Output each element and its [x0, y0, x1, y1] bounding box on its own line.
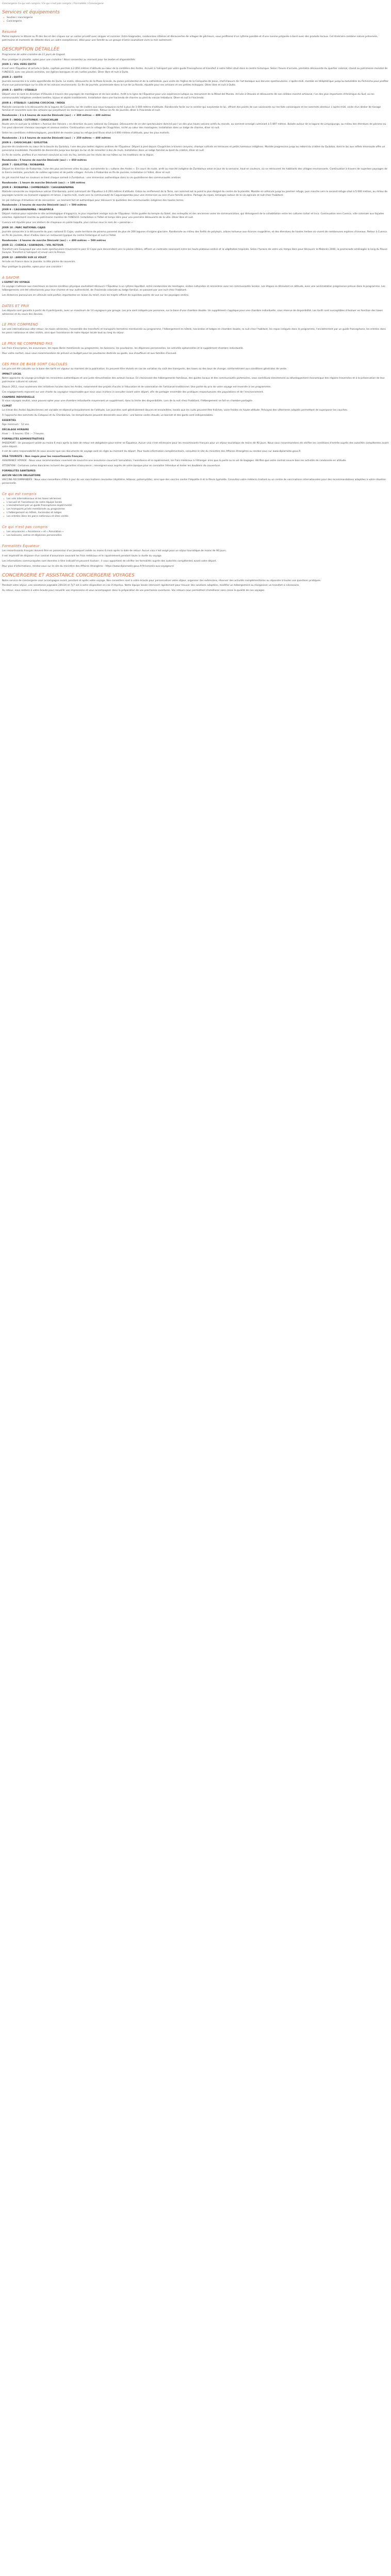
- bullet-list: [2, 16, 389, 24]
- subsection-heading: À SAVOIR: [2, 276, 20, 280]
- bold-label: JOUR 2 : QUITO: [2, 76, 23, 79]
- paragraph: ATTENTION : Certaines cartes bancaires incluent des garanties d'assurance ; renseignez-vous auprès de votre banque pour en connaître l'étendue et éviter les doublons de couverture.: [2, 465, 221, 468]
- subsection-heading: CES PRIX DE BASE SONT CALCULÉS: [2, 362, 68, 367]
- paragraph: Il est impératif de disposer d'un contrat d'assurance couvrant les frais médicaux et le rapatriement pendant toute la durée du voyage.: [2, 554, 162, 557]
- paragraph: Pour plus d'informations, rendez-vous sur le site du ministère des Affaires étrangères : https://www.diplomatie.gouv.fr/fr/conseils-aux-voyageurs/: [2, 565, 174, 568]
- paragraph: Les frais d'inscription, les assurances, les repas libres mentionnés au programme, les boissons, les pourboires, les dépenses personnelles, les activités optionnelles et le supplément chambre individuelle.: [2, 347, 244, 350]
- italic-paragraph: Programme de votre croisière de 11 jours de Gageat: [2, 53, 65, 56]
- bold-label: L'ESPRIT DU VOYAGE: [2, 281, 30, 284]
- paragraph: Depuis 2012, nous soutenons des initiatives locales dans les Andes, notamment des projets d'accès à l'éducation et de valorisation de l'artisanat traditionnel. Une partie du prix de votre voyage est reversée à ces programmes.: [2, 385, 271, 388]
- subsection-heading: Résumé: [2, 29, 17, 34]
- italic-paragraph: Pour protéger la planète, optez pour une croisière ! Nous consentez au moment pour les textes et disponibilités: [2, 58, 135, 61]
- list-item: • Soutien / conciergerie: [2, 16, 389, 20]
- bold-label: CLIMAT: [2, 405, 12, 408]
- bold-label: Randonnée : 3 à 4 heures de marche Dénivelé (asc) : + 300 mètres — 400 mètres: [2, 114, 111, 117]
- paragraph: PASSEPORT : Un passeport valide au moins 6 mois après la date de retour est obligatoire pour entrer en Équateur. Aucun visa n'est nécessaire pour les ressortissants français pour un séjour touristique de moins de 90 jours. Nous vous recommandons de vérifier les conditions d'entrée auprès des autorités compétentes avant votre départ.: [2, 442, 389, 448]
- paragraph: Pour protéger la planète, optez pour une croisière !: [2, 266, 63, 269]
- subsection-heading: LE PRIX COMPREND: [2, 323, 39, 327]
- list-item: • Conciergerie: [2, 20, 389, 24]
- list-item: • L'encadrement par un guide francophone expérimenté: [2, 504, 389, 508]
- bold-label: JOUR 5 : INDEA / COTOPAXI / CHUGCHILAN: [2, 119, 58, 122]
- section-heading: CONCIERGERIE ET ASSISTANCE CONCIERGERIE VOYAGES: [2, 572, 135, 578]
- paragraph: Journée de randonnée au cœur de la boucle du Quilotoa, l'une des plus belles régions andines de l'Équateur. Départ à pied depuis Chugchilan à travers canyons, champs cultivés en terrasses et petits hameaux indigènes. Montée progressive jusqu'au rebord du cratère du Quilotoa, dont le lac aux reflets émeraude offre un panorama inoubliable. Possibilité de descendre jusqu'aux berges du lac et de remonter à dos de mule. Installation dans un lodge familial au bord du cratère, dîner et nuit.: [2, 145, 385, 152]
- paragraph: Les prix ont été calculés sur la base des tarifs en vigueur au moment de la publication. Ils peuvent être révisés en cas de variation du coût des transports, des taxes ou des taux de change, conformément aux conditions générales de vente.: [2, 368, 287, 371]
- paragraph: Il est de votre responsabilité de vous assurer que vos documents de voyage sont en règle au moment du départ. Pour toute information complémentaire, consultez le site du ministère des Affaires étrangères ou rendez-vous sur www.diplomatie.gouv.fr.: [2, 450, 301, 453]
- bold-label: DÉCALAGE HORAIRE: [2, 428, 29, 431]
- paragraph: ASSURANCE VOYAGE : Nous vous recommandons vivement de souscrire une assurance couvrant l'annulation, l'assistance et le rapatriement, les frais médicaux à l'étranger ainsi que la perte ou le vol de bagages. Vérifiez que votre contrat couvre bien les activités de randonnée en altitude.: [2, 460, 347, 463]
- list-item: • L'accueil et l'assistance de notre équipe locale: [2, 501, 389, 505]
- bold-label: CHAMBRE INDIVIDUELLE: [2, 396, 35, 399]
- bold-label: ESSENTIEL: [2, 419, 17, 422]
- paragraph: Transfert vers Guayaquil par une route spectaculaire traversant le parc El Cajas puis descendant vers la plaine côtière, offrant un contraste saisissant entre les hauts plateaux andins et la végétation tropicale. Selon l'horaire de votre vol, temps libre pour découvrir le Malecón 2000, la promenade aménagée le long du fleuve Guayas. Transfert à l'aéroport et envol vers la France.: [2, 248, 387, 255]
- paragraph: Route vers le sud par la célèbre « Avenue des Volcans » en direction du parc national du Cotopaxi. Découverte de ce site spectaculaire dominé par l'un des plus hauts volcans actifs du monde, au sommet enneigé culminant à 5 897 mètres. Balade autour de la lagune de Limpiopungo, au milieu des étendues de páramo où l'on peut observer chevaux sauvages et oiseaux andins. Continuation vers le village de Chugchilan, niché au cœur des montagnes. Installation dans un lodge de charme, dîner et nuit.: [2, 123, 386, 130]
- subsection-heading: Formalités Équateur: [2, 544, 40, 548]
- paragraph: Ce voyage s'adresse aux marcheurs en bonne condition physique souhaitant découvrir l'Équateur à un rythme équilibré, entre randonnées de montagne, visites culturelles et rencontres avec les communautés locales. Les étapes se déroulent en altitude, avec une acclimatation progressive prévue dans le programme. Les hébergements ont été sélectionnés pour leur charme et leur authenticité, de l'hacienda coloniale au lodge familial, en passant par une nuit chez l'habitant.: [2, 285, 385, 292]
- section-heading: Services et équipements: [2, 10, 60, 15]
- subsection-heading: DATES ET PRIX: [2, 303, 29, 308]
- paragraph: Journée consacrée à la visite approfondie de Quito. Le matin, découverte de la Plaza Grande, du palais présidentiel et de la cathédrale, puis visite de l'église de la Compañía de Jesús, chef-d'œuvre de l'art baroque aux dorures spectaculaires. L'après-midi, montée en téléphérique jusqu'au belvédère du Pichincha pour profiter d'une vue panoramique sur la ville et les volcans environnants. En fin de journée, promenade dans la rue de La Ronda, réputée pour ses artisans et ses petites échoppes. Dîner libre et nuit à Quito.: [2, 80, 389, 87]
- bold-label: JOUR 11 : CUENCA / GUAYAQUIL / VOL RETOUR: [2, 244, 63, 247]
- paragraph: Âge minimum : 12 ans.: [2, 423, 30, 426]
- list-item: • Les vols internationaux et les taxes aériennes: [2, 498, 389, 501]
- bold-label: JOUR 12 : ARRIVÉE SUR LE VOLET: [2, 257, 47, 260]
- list-item: • Les transports privés mentionnés au programme: [2, 508, 389, 512]
- bold-label: JOUR 8 : RIOBAMBA / CHIMBORAZO / CAGUANAPAMBA: [2, 186, 74, 189]
- paragraph: Un joli marché haut en couleurs se tient chaque samedi à Zumbahua : une immersion authentique dans la vie quotidienne des communautés andines.: [2, 177, 182, 179]
- paragraph: Départ en direction de Riobamba, l'une des plus anciennes villes du pays, surnommée la « sultane des Andes ». En cours de route, arrêt au marché indigène de Zumbahua selon le jour de la semaine, haut en couleurs, où se retrouvent les habitants des villages environnants. Continuation à travers de superbes paysages de la Sierra centrale, ponctués de vallées agricoles et de petits villages. Arrivée à Riobamba en fin de journée, installation à l'hôtel, dîner et nuit.: [2, 168, 387, 175]
- bold-label: JOUR 9 : CAGUANAPAMBA / INGAPIRCA: [2, 209, 54, 212]
- bold-label: Randonnée : 3 heures de marche Dénivelé (asc) : + 500 mètres: [2, 204, 87, 207]
- bold-label: JOUR 6 : CHUGCHILAN / QUILOTOA: [2, 141, 48, 144]
- paragraph: Notre approche du voyage privilégie les rencontres authentiques et une juste rémunération des acteurs locaux. En choisissant des hébergements familiaux, des guides locaux et des communautés partenaires, vous contribuez directement au développement économique des régions traversées et à la préservation de leur patrimoine culturel et naturel.: [2, 377, 385, 383]
- bold-label: JOUR 10 : PARC NATIONAL CAJAS: [2, 226, 46, 229]
- bold-label: JOUR 4 : OTAVALO / LAGUNA CUICOCHA / INDEA: [2, 101, 65, 105]
- paragraph: Ces engagements reposent sur une charte du voyageur responsable que nous vous invitons à consulter avant votre départ, afin de partager ensemble des pratiques respectueuses des populations et de l'environnement.: [2, 391, 264, 394]
- subsection-heading: Ce qui est compris: [2, 492, 37, 496]
- paragraph: En fin de soirée, profitez d'un moment convivial au coin du feu, bercés par les récits de nos hôtes sur les traditions de la région.: [2, 154, 154, 157]
- list-item: • Les boissons, extras et dépenses personnelles: [2, 534, 389, 538]
- paragraph: Pour votre confort, nous vous recommandons de prévoir un budget pour les pourboires destinés au guide, aux chauffeurs et aux familles d'accueil.: [2, 352, 177, 355]
- paragraph: Cuenca est réputée pour ses ateliers de chapeaux en paille toquilla, plus connus sous le nom de « panamas ».: [2, 222, 134, 225]
- paragraph: Départ vers le nord en direction d'Otavalo à travers des paysages de montagnes et de lacs andins. Arrêt à la ligne de l'Équateur pour une expérience ludique au monument de la Mitad del Mundo. Arrivée à Otavalo et découverte de son célèbre marché artisanal, l'un des plus importants d'Amérique du Sud, où les communautés indigènes vendent textiles, bijoux et objets traditionnels. Installation dans une hacienda de charme au pied du volcan Imbabura. Dîner et nuit à l'hacienda.: [2, 93, 374, 99]
- paragraph: Partez explorer le littoral au fil des îles et des criques sur un voilier privatif avec skipper et cuisinier. Entre baignades, randonnées côtières et découvertes de villages de pêcheurs, vous profiterez d'un rythme paisible et d'une cuisine préparée à bord avec des produits locaux. Cet itinéraire combine nature préservée, patrimoine et moments de détente dans un cadre exceptionnel, idéal pour une famille ou un groupe d'amis souhaitant vivre la mer autrement.: [2, 35, 378, 42]
- bold-label: FORMALITÉS ADMINISTRATIVES: [2, 437, 44, 440]
- paragraph: Journée consacrée à la découverte du parc national El Cajas, vaste territoire de páramo parsemé de plus de 200 lagunes d'origine glaciaire. Randonnée au milieu des forêts de polylepis, arbres tortueux aux écorces rougeâtres, et des étendues de hautes herbes où vivent de nombreuses espèces d'oiseaux. Retour à Cuenca en fin de journée, dîner d'adieu dans un restaurant typique du centre historique et nuit à l'hôtel.: [2, 230, 387, 237]
- paragraph: Hiver : – 6 heures / Été : – 7 heures.: [2, 432, 45, 435]
- paragraph: Les distances parcourues en véhicule sont parfois importantes en raison du relief, mais les trajets offrent de superbes points de vue sur les paysages andins.: [2, 294, 189, 297]
- bold-label: JOUR 7 : QUILOTOA / RIOBAMBA: [2, 164, 44, 167]
- list-item: • Les assurances « Assistance » et « Annulation »: [2, 531, 389, 534]
- bold-label: JOUR 3 : QUITO / OTAVALO: [2, 89, 37, 92]
- paragraph: À l'approche des sommets du Cotopaxi et du Chimborazo, les températures peuvent descendre sous zéro : une bonne veste chaude, un bonnet et des gants sont indispensables.: [2, 414, 214, 417]
- breadcrumb: Conciergerie Ce qui est compris / Ce qui n'est pas compris / Formalités / Conciergerie: [2, 3, 104, 5]
- paragraph: Les départs sont garantis à partir de 4 participants, avec un maximum de 14 voyageurs par groupe. Les prix sont indiqués par personne, sur la base d'une chambre double. Un supplément s'applique pour une chambre individuelle, sous réserve de disponibilité. Les tarifs sont susceptibles d'évoluer en fonction des taxes aériennes et du cours des devises.: [2, 309, 383, 316]
- paragraph: Les ressortissants français doivent être en possession d'un passeport valide au moins 6 mois après la date de retour. Aucun visa n'est exigé pour un séjour touristique de moins de 90 jours.: [2, 549, 226, 552]
- bold-label: JOUR 1 : VOL VERS QUITO: [2, 63, 37, 66]
- bullet-list: [2, 531, 389, 538]
- list-item: • L'hébergement en hôtels, haciendas et lodges: [2, 512, 389, 515]
- paragraph: Pendant votre séjour, une assistance joignable 24h/24 et 7j/7 est à votre disposition en cas d'imprévu. Notre équipe locale intervient rapidement pour trouver des solutions adaptées, modifier un hébergement ou réorganiser un transfert si nécessaire.: [2, 584, 300, 587]
- bullet-list: [2, 498, 389, 519]
- paragraph: Selon les conditions météorologiques, possibilité de monter jusqu'au refuge José Rivas situé à 4 800 mètres d'altitude, pour les plus motivés.: [2, 131, 170, 134]
- subsection-heading: LE PRIX NE COMPREND PAS: [2, 342, 53, 346]
- paragraph: Au retour, nous restons à votre écoute pour recueillir vos impressions et vous accompagner dans la préparation de vos prochaines aventures. Vos retours nous permettent d'améliorer sans cesse la qualité de nos voyages.: [2, 589, 266, 592]
- paragraph: Départ matinal pour rejoindre le site archéologique d'Ingapirca, le plus important vestige inca de l'Équateur. Visite guidée du temple du Soleil, des entrepôts et des anciennes voies de communication, qui témoignent de la cohabitation entre les cultures cañari et inca. Continuation vers Cuenca, ville coloniale aux façades colorées, également inscrite au patrimoine mondial de l'UNESCO. Installation à l'hôtel et temps libre pour une première découverte de la ville. Dîner libre et nuit.: [2, 213, 384, 219]
- bold-label: IMPACT LOCAL: [2, 373, 22, 376]
- bold-label: Randonnée : 5 heures de marche Dénivelé (asc) : + 850 mètres: [2, 159, 87, 162]
- bold-label: Randonnée : 4 heures de marche Dénivelé (asc) : + 400 mètres — 500 mètres: [2, 239, 106, 242]
- content: [2, 10, 389, 593]
- bold-label: FORMALITÉS SANITAIRES: [2, 470, 36, 473]
- bold-label: VISA TOURISTE : Non requis pour les ressortissants français.: [2, 455, 84, 459]
- list-item: • Les entrées dans les parcs nationaux et sites visités: [2, 515, 389, 519]
- paragraph: Notre service de conciergerie vous accompagne avant, pendant et après votre voyage. Nos conseillers sont à votre écoute pour personnaliser votre séjour, organiser des extensions, réserver des activités complémentaires ou répondre à toutes vos questions pratiques.: [2, 579, 321, 582]
- paragraph: Les vols internationaux aller-retour, les taxes aériennes, l'ensemble des transferts et transports terrestres mentionnés au programme, l'hébergement en hôtels, haciendas et lodges en chambre double, la nuit chez l'habitant, les repas indiqués dans le programme, l'encadrement par un guide francophone, les entrées dans les parcs nationaux et sites visités, ainsi que l'assistance de notre équipe locale tout au long du séjour.: [2, 328, 386, 335]
- bold-label: AUCUN VACCIN OBLIGATOIRE: [2, 474, 41, 477]
- subsection-heading: Ce qui n'est pas compris: [2, 525, 48, 530]
- section-heading: DESCRIPTION DÉTAILLÉE: [2, 46, 60, 52]
- bold-label: Randonnée : 3 à 4 heures de marche Dénivelé (asc) : + 250 mètres — 400 mètres: [2, 137, 111, 140]
- bold-label: Randonnée : 1 heure de marche Dénivelé (asc) : + 100 mètres: [2, 181, 86, 184]
- paragraph: Si vous voyagez seul(e), vous pouvez opter pour une chambre individuelle moyennant un supplément, dans la limite des disponibilités. Lors de la nuit chez l'habitant, l'hébergement se fait en chambre partagée.: [2, 400, 253, 403]
- paragraph: Matinée consacrée à la découverte de la lagune de Cuicocha, lac de cratère aux eaux turquoise niché à plus de 3 000 mètres d'altitude. Randonnée facile sur le sentier qui surplombe le lac, offrant des points de vue saisissants sur les îlots volcaniques et les sommets alentour. L'après-midi, visite d'un atelier de tissage familial et rencontre avec des artisans qui perpétuent les techniques ancestrales. Retour en fin de journée, dîner à l'hacienda et nuit.: [2, 106, 381, 112]
- paragraph: VACCINS RECOMMANDÉS : Nous vous conseillons d'être à jour de vos vaccinations courantes (diphtérie, tétanos, poliomyélite), ainsi que des vaccins contre l'hépatite A et la fièvre typhoïde. Consultez votre médecin traitant ou un centre de vaccinations internationales pour des recommandations adaptées à votre situation personnelle.: [2, 478, 386, 485]
- paragraph: Un joli mélange d'émotions et de rencontres : un moment fort et authentique pour découvrir le quotidien des communautés indigènes des hautes terres.: [2, 199, 184, 202]
- paragraph: Le climat des Andes équatoriennes est variable et dépend principalement de l'altitude. Les journées sont généralement douces et ensoleillées, tandis que les nuits peuvent être fraîches, voire froides en haute altitude. Prévoyez des vêtements adaptés permettant de superposer les couches.: [2, 409, 348, 412]
- paragraph: Les informations communiquées sont données à titre indicatif et peuvent évoluer ; il vous appartient de vérifier les formalités auprès des autorités compétentes avant votre départ.: [2, 560, 217, 563]
- paragraph: Envol vers l'Équateur et arrivée à Quito, capitale perchée à 2 850 mètres d'altitude au cœur de la cordillère des Andes. Accueil à l'aéroport par votre guide francophone et transfert à votre hôtel situé dans le centre historique. Selon l'heure d'arrivée, première découverte du quartier colonial, classé au patrimoine mondial de l'UNESCO, avec ses places animées, ses églises baroques et ses ruelles pavées. Dîner libre et nuit à Quito.: [2, 67, 388, 74]
- paragraph: Arrivée en France dans la journée, la tête pleine de souvenirs.: [2, 261, 76, 264]
- document: [0, 0, 391, 593]
- paragraph: Matinée consacrée au majestueux volcan Chimborazo, point culminant de l'Équateur à 6 263 mètres d'altitude. Grâce au renflement de la Terre, son sommet est le point le plus éloigné du centre de la planète. Montée en véhicule jusqu'au premier refuge, puis marche vers le second refuge situé à 5 000 mètres, au milieu de paysages lunaires où évoluent vigognes et lamas. L'après-midi, route vers la communauté de Caguanapamba pour une immersion au sein d'une famille andine. Partage du repas, échanges autour de la vie agricole et nuit chez l'habitant.: [2, 190, 387, 197]
